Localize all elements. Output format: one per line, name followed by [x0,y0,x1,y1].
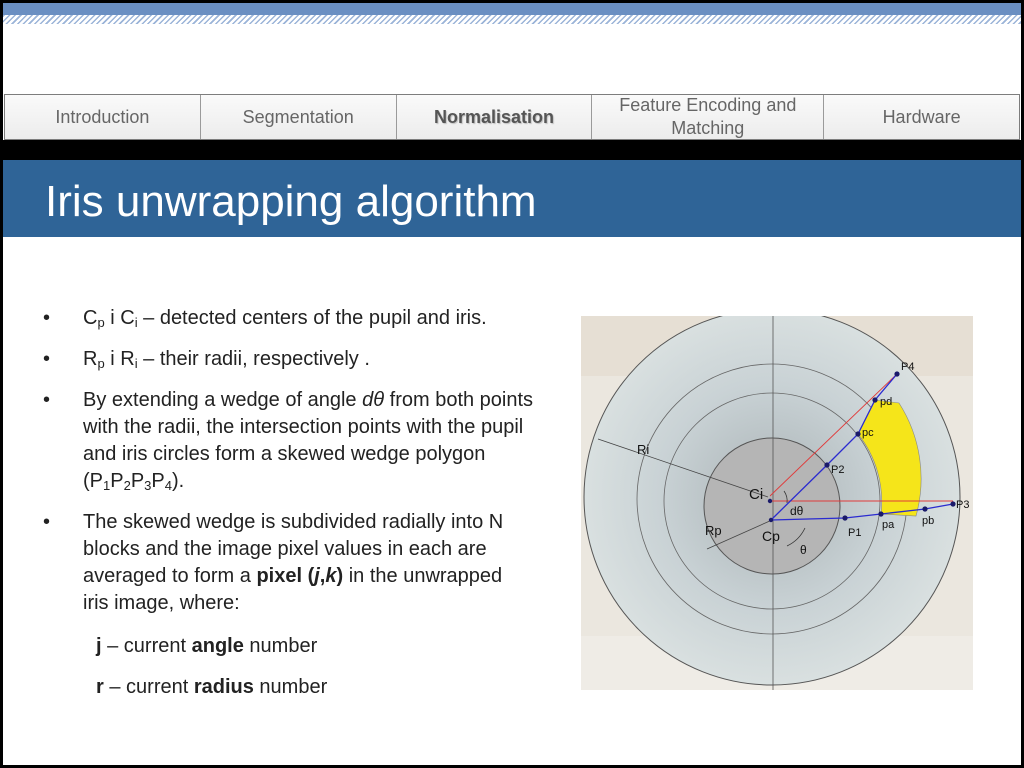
divider-band [3,140,1021,160]
tab-introduction[interactable]: Introduction [5,95,201,139]
bullet-list [39,305,559,631]
bullet-centers: • $C_p$ i $C_i$ – detected centers of the pupil and iris. [43,307,487,330]
label-p4: P4 [901,361,915,373]
label-ci: Ci [749,486,764,503]
label-theta: θ [800,543,807,557]
label-p3: P3 [956,499,970,511]
hatch-pattern [3,15,1021,24]
tab-hardware[interactable]: Hardware [824,95,1019,139]
tab-feature-encoding[interactable]: Feature Encoding and Matching [592,95,824,139]
label-ri: Ri [637,442,650,457]
section-nav [4,94,1020,140]
label-dtheta: dθ [790,504,804,518]
label-p2: P2 [831,464,845,476]
bullet-radii: • $R_p$ i $R_i$ – their radii, respectively . [43,348,370,371]
slide [3,3,1021,765]
title-bar [3,160,1021,237]
tab-segmentation[interactable]: Segmentation [201,95,397,139]
definitions [96,635,327,717]
top-accent-bar [3,3,1021,15]
def-r: r – current radius number [96,676,328,698]
label-pa: pa [882,519,895,531]
tab-normalisation[interactable]: Normalisation [397,95,593,139]
label-pc: pc [862,427,874,439]
label-pb: pb [922,515,935,527]
label-cp: Cp [762,528,780,544]
slide-title: Iris unwrapping algorithm [45,177,537,226]
label-pd: pd [880,396,893,408]
label-p1: P1 [848,527,862,539]
def-j: j – current angle number [96,635,318,657]
label-rp: Rp [705,523,722,538]
pupil-disc [704,438,840,574]
iris-diagram [581,316,973,690]
bullet-subdivide: • The skewed wedge is subdivided radially into N blocks and the image pixel values in each are averaged to form a pixel (j,k) in the unwrapped iris image, where: [43,511,504,614]
bullet-wedge: • By extending a wedge of angle dθ from both points with the radii, the intersection points with the pupil and iris circles form a skewed wedge polygon $(P_1P_2P_3P_4)$. [43,389,534,493]
